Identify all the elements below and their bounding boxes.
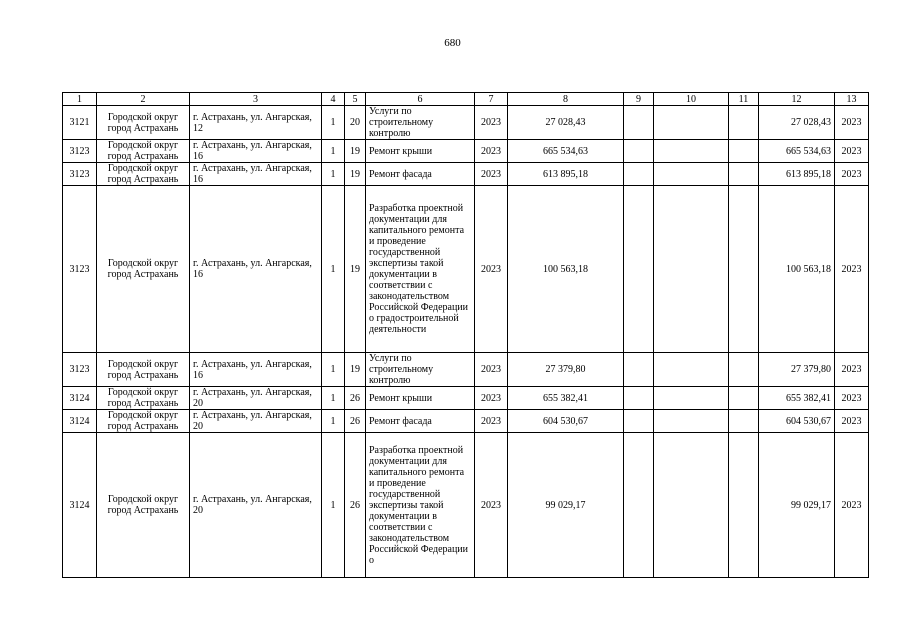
col-4-value: 1 (322, 106, 345, 140)
col-4-value: 1 (322, 140, 345, 163)
work-type: Разработка проектной документации для капитального ремонта и проведение государственной экспертизы такой документации в соответствии с законодательством Российской Федерации о градостроительной деятельности (366, 186, 475, 353)
col-4-value: 1 (322, 163, 345, 186)
regional-cost: 27 028,43 (759, 106, 835, 140)
work-type: Ремонт фасада (366, 163, 475, 186)
municipality: Городской округ город Астрахань (97, 106, 190, 140)
work-type: Ремонт фасада (366, 410, 475, 433)
col-10-value (654, 387, 729, 410)
column-number-row (63, 93, 869, 106)
table-row (63, 106, 869, 140)
total-cost: 604 530,67 (508, 410, 624, 433)
address: г. Астрахань, ул. Ангарская, 16 (190, 353, 322, 387)
col-11-value (729, 353, 759, 387)
row-number: 3123 (63, 163, 97, 186)
col-5-value: 26 (345, 433, 366, 578)
col-4-value: 1 (322, 410, 345, 433)
address: г. Астрахань, ул. Ангарская, 16 (190, 186, 322, 353)
table-row (63, 140, 869, 163)
completion-year: 2023 (835, 353, 869, 387)
col-5-value: 20 (345, 106, 366, 140)
regional-cost: 665 534,63 (759, 140, 835, 163)
row-number: 3124 (63, 387, 97, 410)
col-9-value (624, 163, 654, 186)
col-9-value (624, 353, 654, 387)
total-cost: 27 379,80 (508, 353, 624, 387)
repair-schedule-table (62, 92, 869, 578)
year: 2023 (475, 106, 508, 140)
col-11-value (729, 186, 759, 353)
column-number: 6 (366, 93, 475, 106)
completion-year: 2023 (835, 163, 869, 186)
completion-year: 2023 (835, 106, 869, 140)
completion-year: 2023 (835, 186, 869, 353)
year: 2023 (475, 433, 508, 578)
table-row (63, 163, 869, 186)
total-cost: 27 028,43 (508, 106, 624, 140)
col-10-value (654, 186, 729, 353)
column-number: 7 (475, 93, 508, 106)
address: г. Астрахань, ул. Ангарская, 20 (190, 433, 322, 578)
table-row (63, 410, 869, 433)
column-number: 1 (63, 93, 97, 106)
work-type: Услуги по строительному контролю (366, 106, 475, 140)
page-number: 680 (444, 37, 461, 49)
municipality: Городской округ город Астрахань (97, 433, 190, 578)
table-row (63, 387, 869, 410)
column-number: 13 (835, 93, 869, 106)
address: г. Астрахань, ул. Ангарская, 16 (190, 163, 322, 186)
completion-year: 2023 (835, 140, 869, 163)
col-10-value (654, 140, 729, 163)
regional-cost: 613 895,18 (759, 163, 835, 186)
col-9-value (624, 433, 654, 578)
col-5-value: 26 (345, 410, 366, 433)
col-11-value (729, 387, 759, 410)
col-11-value (729, 140, 759, 163)
address: г. Астрахань, ул. Ангарская, 20 (190, 410, 322, 433)
table-row (63, 433, 869, 578)
completion-year: 2023 (835, 410, 869, 433)
work-type: Услуги по строительному контролю (366, 353, 475, 387)
regional-cost: 100 563,18 (759, 186, 835, 353)
address: г. Астрахань, ул. Ангарская, 12 (190, 106, 322, 140)
column-number: 9 (624, 93, 654, 106)
col-10-value (654, 163, 729, 186)
regional-cost: 604 530,67 (759, 410, 835, 433)
col-11-value (729, 163, 759, 186)
municipality: Городской округ город Астрахань (97, 163, 190, 186)
col-11-value (729, 410, 759, 433)
col-9-value (624, 186, 654, 353)
column-number: 5 (345, 93, 366, 106)
column-number: 8 (508, 93, 624, 106)
column-number: 4 (322, 93, 345, 106)
municipality: Городской округ город Астрахань (97, 387, 190, 410)
municipality: Городской округ город Астрахань (97, 410, 190, 433)
work-type: Разработка проектной документации для капитального ремонта и проведение государственной экспертизы такой документации в соответствии с законодательством Российской Федерации о (366, 433, 475, 578)
col-5-value: 26 (345, 387, 366, 410)
row-number: 3124 (63, 410, 97, 433)
completion-year: 2023 (835, 433, 869, 578)
row-number: 3121 (63, 106, 97, 140)
table-row (63, 353, 869, 387)
address: г. Астрахань, ул. Ангарская, 20 (190, 387, 322, 410)
row-number: 3124 (63, 433, 97, 578)
col-10-value (654, 433, 729, 578)
total-cost: 665 534,63 (508, 140, 624, 163)
col-10-value (654, 410, 729, 433)
column-number: 12 (759, 93, 835, 106)
year: 2023 (475, 140, 508, 163)
col-5-value: 19 (345, 186, 366, 353)
table-row (63, 186, 869, 353)
row-number: 3123 (63, 140, 97, 163)
year: 2023 (475, 163, 508, 186)
col-4-value: 1 (322, 186, 345, 353)
municipality: Городской округ город Астрахань (97, 140, 190, 163)
address: г. Астрахань, ул. Ангарская, 16 (190, 140, 322, 163)
total-cost: 655 382,41 (508, 387, 624, 410)
column-number: 2 (97, 93, 190, 106)
total-cost: 99 029,17 (508, 433, 624, 578)
col-4-value: 1 (322, 433, 345, 578)
completion-year: 2023 (835, 387, 869, 410)
col-5-value: 19 (345, 353, 366, 387)
col-10-value (654, 106, 729, 140)
total-cost: 100 563,18 (508, 186, 624, 353)
col-11-value (729, 433, 759, 578)
year: 2023 (475, 410, 508, 433)
work-type: Ремонт крыши (366, 387, 475, 410)
work-type: Ремонт крыши (366, 140, 475, 163)
col-4-value: 1 (322, 353, 345, 387)
col-9-value (624, 410, 654, 433)
col-9-value (624, 387, 654, 410)
column-number: 11 (729, 93, 759, 106)
col-10-value (654, 353, 729, 387)
municipality: Городской округ город Астрахань (97, 186, 190, 353)
col-9-value (624, 140, 654, 163)
year: 2023 (475, 387, 508, 410)
row-number: 3123 (63, 353, 97, 387)
regional-cost: 99 029,17 (759, 433, 835, 578)
municipality: Городской округ город Астрахань (97, 353, 190, 387)
column-number: 10 (654, 93, 729, 106)
col-11-value (729, 106, 759, 140)
column-number: 3 (190, 93, 322, 106)
col-4-value: 1 (322, 387, 345, 410)
regional-cost: 27 379,80 (759, 353, 835, 387)
year: 2023 (475, 186, 508, 353)
regional-cost: 655 382,41 (759, 387, 835, 410)
col-9-value (624, 106, 654, 140)
year: 2023 (475, 353, 508, 387)
col-5-value: 19 (345, 140, 366, 163)
total-cost: 613 895,18 (508, 163, 624, 186)
col-5-value: 19 (345, 163, 366, 186)
row-number: 3123 (63, 186, 97, 353)
